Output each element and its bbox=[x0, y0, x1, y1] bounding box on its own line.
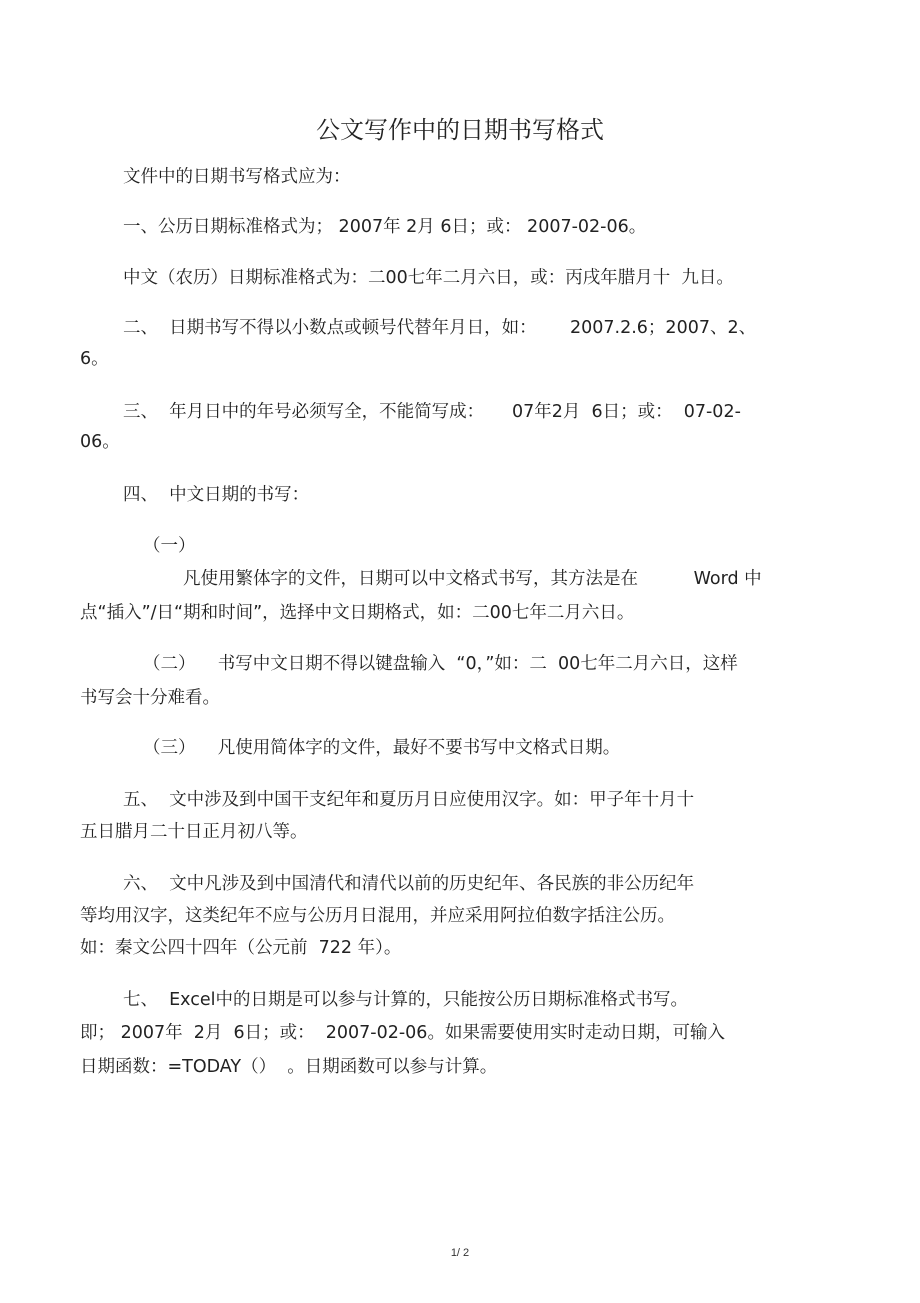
section-4-1-line-2: 点“插入”/日“期和时间”，选择中文日期格式，如：二00七年二月六日。 bbox=[80, 603, 635, 623]
section-5-line-2: 五日腊月二十日正月初八等。 bbox=[80, 822, 308, 842]
section-2-line-2: 6。 bbox=[80, 349, 109, 369]
document-title: 公文写作中的日期书写格式 bbox=[316, 116, 604, 144]
page-number: 1/ 2 bbox=[450, 1247, 470, 1259]
section-1-line-1: 一、公历日期标准格式为； 2007年 2月 6日；或： 2007-02-06。 bbox=[123, 217, 647, 237]
section-4-2-line-2: 书写会十分难看。 bbox=[80, 688, 220, 708]
section-6-line-3: 如：秦文公四十四年（公元前 722 年）。 bbox=[80, 938, 402, 958]
section-7-line-1: 七、 Excel中的日期是可以参与计算的，只能按公历日期标准格式书写。 bbox=[123, 990, 688, 1010]
section-6-line-2: 等均用汉字，这类纪年不应与公历月日混用，并应采用阿拉伯数字括注公历。 bbox=[80, 906, 675, 926]
section-4-heading: 四、 中文日期的书写： bbox=[123, 485, 310, 505]
section-1-line-2: 中文（农历）日期标准格式为：二00七年二月六日，或：丙戌年腊月十 九日。 bbox=[123, 268, 734, 288]
intro-line: 文件中的日期书写格式应为： bbox=[123, 167, 351, 187]
section-7-line-2: 即； 2007年 2月 6日；或： 2007-02-06。如果需要使用实时走动日期，可输入 bbox=[80, 1023, 725, 1043]
section-4-2-line-1: （二） 书写中文日期不得以键盘输入 “0，”如：二 00七年二月六日，这样 bbox=[143, 654, 738, 674]
section-3-line-2: 06。 bbox=[80, 432, 120, 452]
section-7-line-3: 日期函数：=TODAY（） 。日期函数可以参与计算。 bbox=[80, 1057, 498, 1077]
section-6-line-1: 六、 文中凡涉及到中国清代和清代以前的历史纪年、各民族的非公历纪年 bbox=[123, 874, 695, 894]
section-5-line-1: 五、 文中涉及到中国干支纪年和夏历月日应使用汉字。如：甲子年十月十 bbox=[123, 790, 695, 810]
section-4-3-line: （三） 凡使用简体字的文件，最好不要书写中文格式日期。 bbox=[143, 738, 621, 758]
section-2-line-1: 二、 日期书写不得以小数点或顿号代替年月日，如： 2007.2.6；2007、2、 bbox=[123, 318, 757, 338]
section-3-line-1: 三、 年月日中的年号必须写全，不能简写成： 07年2月 6日；或： 07-02- bbox=[123, 402, 741, 422]
section-4-1-line-1: 凡使用繁体字的文件，日期可以中文格式书写，其方法是在 Word 中 bbox=[183, 569, 762, 589]
section-4-1-label: （一） bbox=[143, 536, 196, 556]
